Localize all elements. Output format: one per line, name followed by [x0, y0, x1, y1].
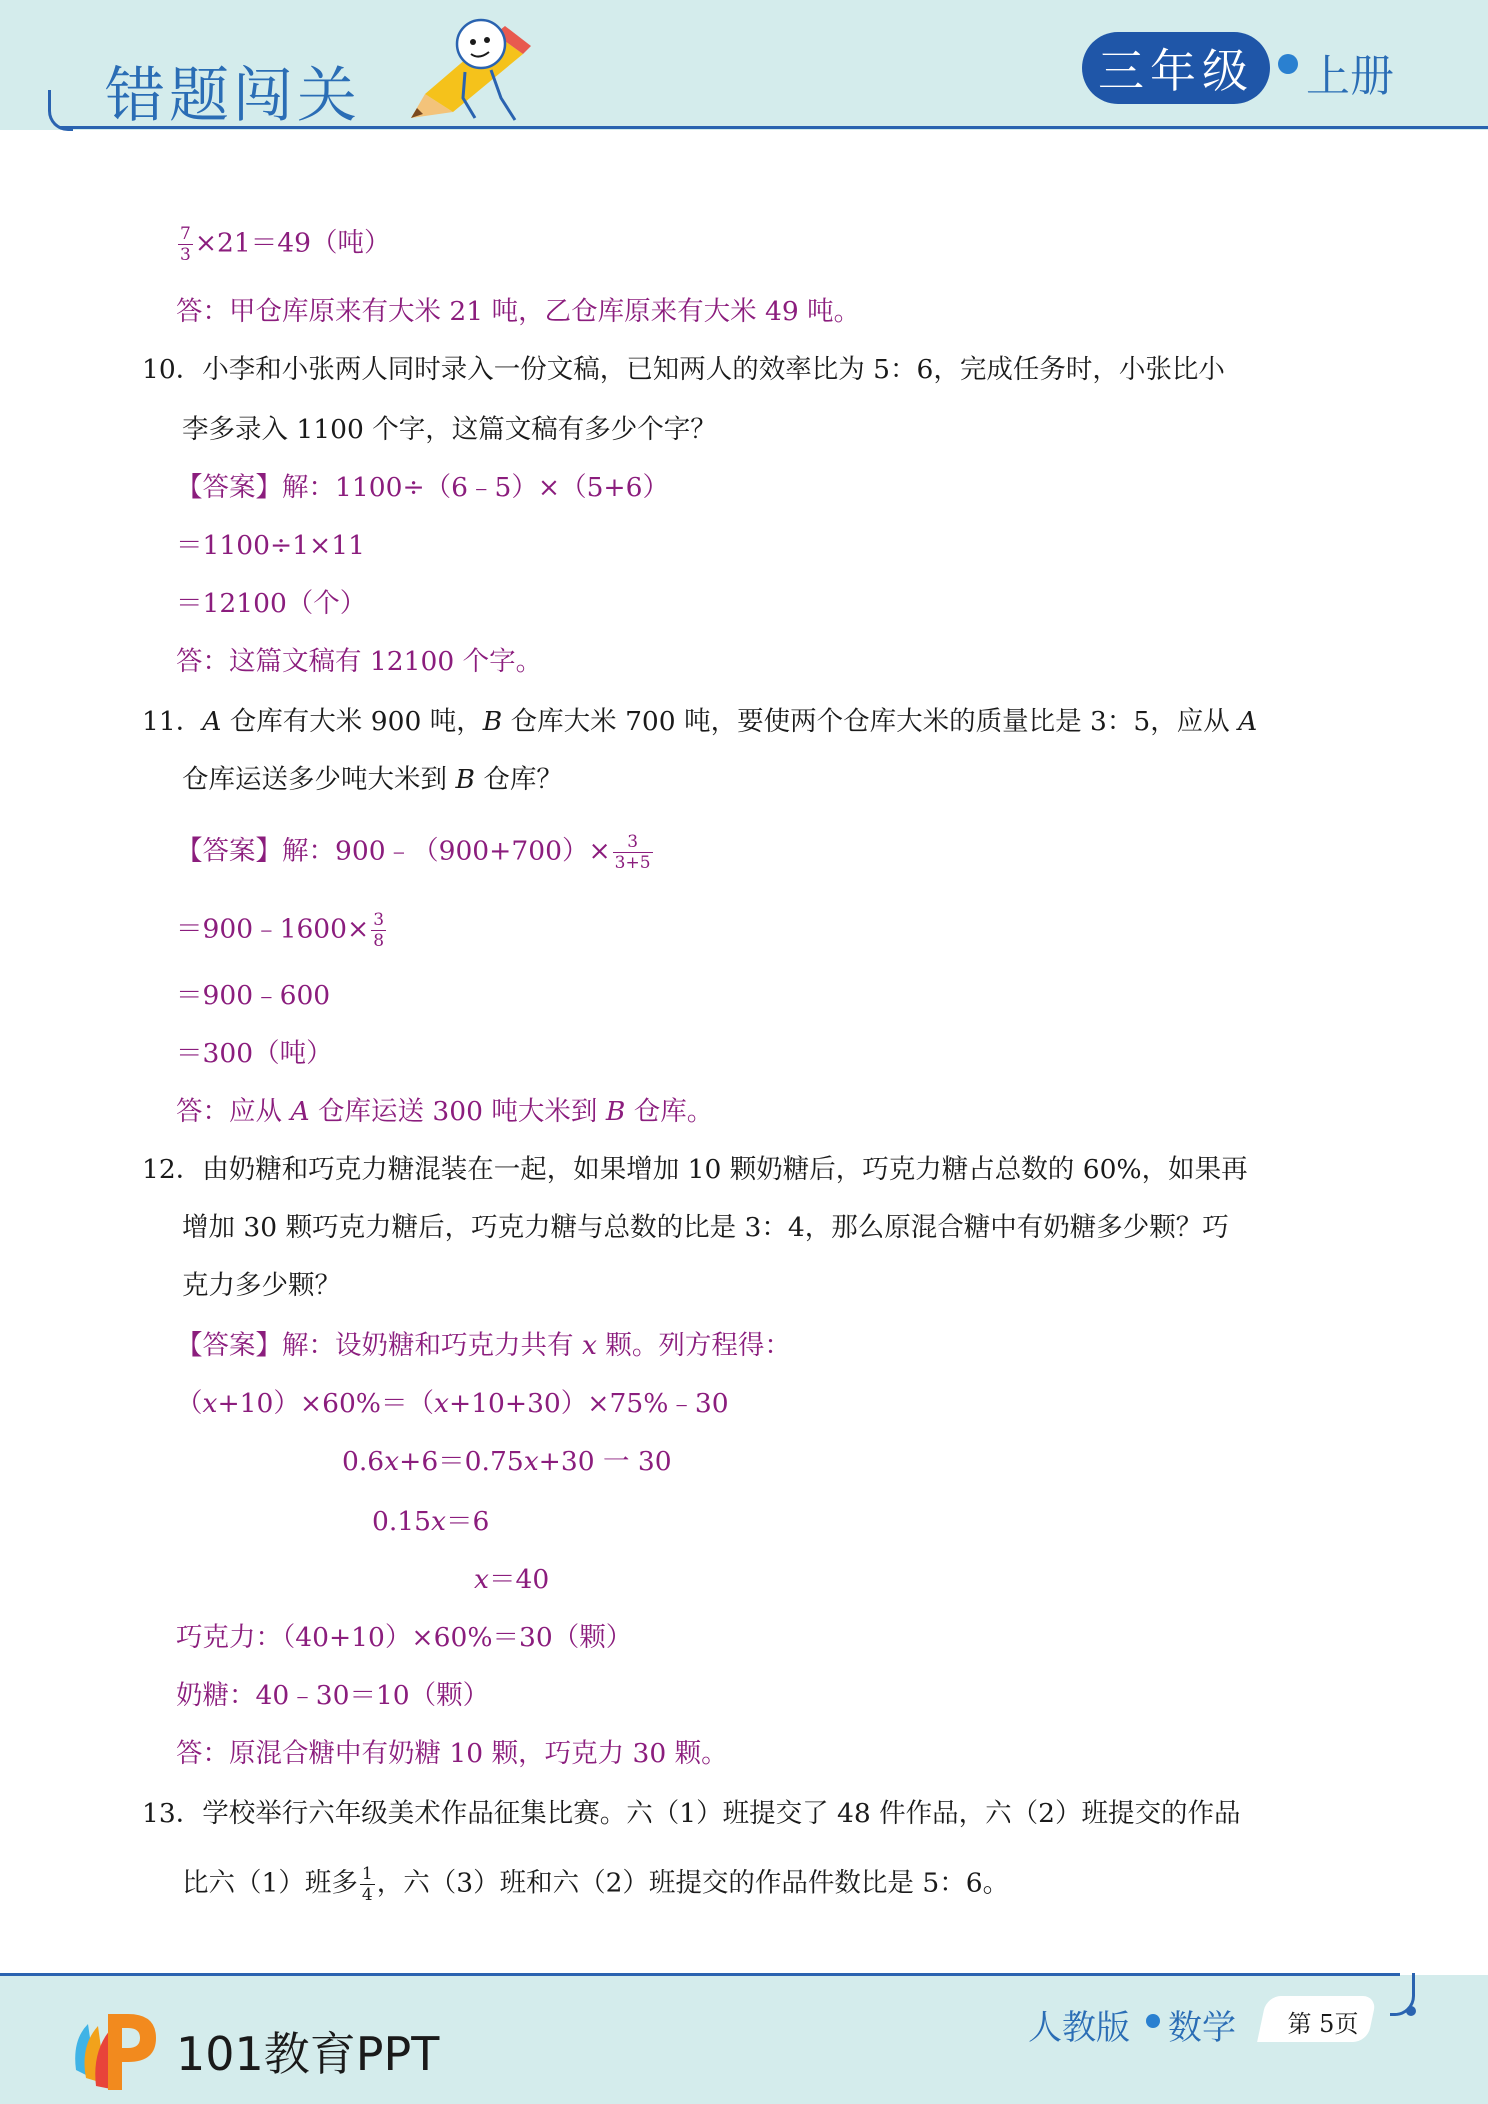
answer-12-equation-3: 0.15x＝6 [372, 1506, 490, 1537]
book-title: 错题闯关 [105, 61, 361, 131]
pencil-mascot-icon [405, 14, 545, 126]
edition-label: 人教版 [1028, 2008, 1130, 2048]
question-12-line-1: 12．由奶糖和巧克力糖混装在一起，如果增加 10 颗奶糖后，巧克力糖占总数的 60%，如果再 [142, 1154, 1248, 1185]
answer-11-line-1: 【答案】解：900﹣（900+700）× $\frac{3}{3+5}$ [176, 832, 651, 873]
answer-12-line-chocolate: 巧克力：（40+10）×60%＝30（颗） [176, 1622, 633, 1653]
question-13-line-2: 比六（1）班多 $\frac{1}{4}$ ，六（3）班和六（2）班提交的作品件数比是 5：6。 [182, 1864, 1010, 1905]
question-12-line-2: 增加 30 颗巧克力糖后，巧克力糖与总数的比是 3：4，那么原混合糖中有奶糖多少颗？巧 [182, 1212, 1229, 1243]
question-11-line-2: 仓库运送多少吨大米到 B 仓库？ [182, 764, 563, 795]
fraction: $\frac{1}{4}$ [361, 1864, 373, 1905]
answer-10-line-1: 【答案】解：1100÷（6﹣5）×（5+6） [176, 472, 669, 503]
question-12-line-3: 克力多少颗？ [182, 1270, 341, 1301]
footer-rule [0, 1973, 1400, 1976]
answer-11-line-2: ＝900﹣1600× $\frac{3}{8}$ [176, 910, 385, 951]
answer-line: $\frac{7}{3}$ ×21＝49（吨） [180, 224, 391, 265]
brand-logo-icon [68, 2000, 164, 2096]
footer-end-dot [1406, 2006, 1416, 2016]
question-13-line-1: 13．学校举行六年级美术作品征集比赛。六（1）班提交了 48 件作品，六（2）班提交的作品 [142, 1798, 1241, 1829]
answer-12-equation-4: x＝40 [474, 1564, 550, 1595]
question-10-line-2: 李多录入 1100 个字，这篇文稿有多少个字？ [182, 414, 717, 445]
answer-12-equation-2: 0.6x+6＝0.75x+30 一 30 [342, 1446, 672, 1477]
page-number: 第 5页 [1287, 2010, 1359, 2038]
question-10-line-1: 10．小李和小张两人同时录入一份文稿，已知两人的效率比为 5：6，完成任务时，小张比小 [142, 354, 1225, 385]
volume-label: 上册 [1306, 51, 1394, 102]
answer-12-line-1: 【答案】解：设奶糖和巧克力共有 x 颗。列方程得： [176, 1330, 791, 1361]
answer-11-conclusion: 答：应从 A 仓库运送 300 吨大米到 B 仓库。 [176, 1096, 714, 1127]
answer-12-equation-1: （x+10）×60%＝（x+10+30）×75%﹣30 [176, 1388, 729, 1419]
answer-11-line-4: ＝300（吨） [176, 1038, 333, 1069]
question-11-line-1: 11．A 仓库有大米 900 吨，B 仓库大米 700 吨，要使两个仓库大米的质量比是 3：5，应从 A [142, 706, 1258, 737]
separator-dot [1278, 54, 1298, 74]
fraction: $\frac{3}{3+5}$ [614, 832, 651, 873]
fraction: $\frac{7}{3}$ [180, 224, 191, 265]
answer-12-conclusion: 答：原混合糖中有奶糖 10 颗，巧克力 30 颗。 [176, 1738, 728, 1769]
answer-12-line-milk-candy: 奶糖：40﹣30＝10（颗） [176, 1680, 490, 1711]
grade-badge: 三年级 [1082, 32, 1270, 104]
answer-10-line-2: ＝1100÷1×11 [176, 530, 365, 561]
brand-name: 101教育PPT [176, 2027, 440, 2081]
fraction: $\frac{3}{8}$ [373, 910, 385, 951]
subject-label: 数学 [1168, 2008, 1236, 2048]
answer-conclusion: 答：甲仓库原来有大米 21 吨，乙仓库原来有大米 49 吨。 [176, 296, 861, 327]
answer-10-line-3: ＝12100（个） [176, 588, 367, 619]
answer-10-conclusion: 答：这篇文稿有 12100 个字。 [176, 646, 543, 677]
separator-dot [1146, 2014, 1160, 2028]
answer-11-line-3: ＝900﹣600 [176, 980, 331, 1011]
